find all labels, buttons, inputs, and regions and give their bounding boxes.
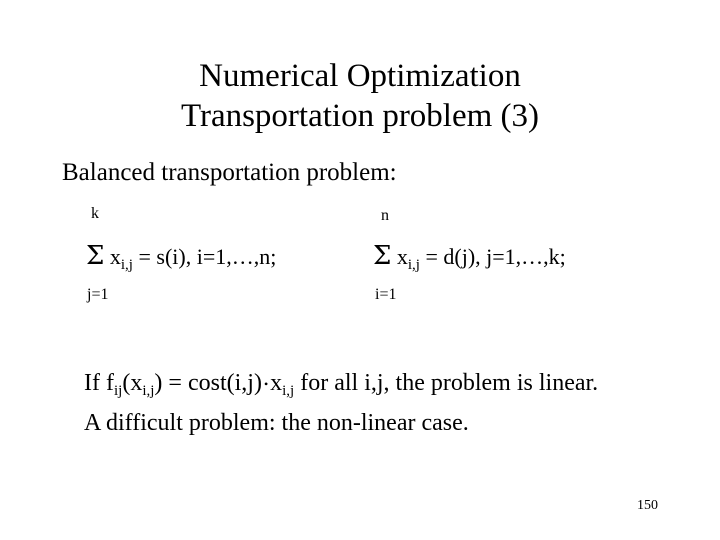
left-upper-limit: k [91,205,99,222]
linear-open: (x [122,370,143,396]
right-var-subscript: i,j [407,257,420,273]
left-rhs: = s(i), i=1,…,n; [132,244,277,269]
left-var: x [109,244,121,269]
f-subscript: ij [113,383,123,399]
right-var: x [396,244,408,269]
right-upper-limit: n [381,207,389,224]
linear-x2: x [270,370,283,396]
left-lower-limit: j=1 [87,286,109,303]
nonlinear-statement: A difficult problem: the non-linear case. [84,410,469,436]
linear-statement [84,368,598,399]
right-sum-formula [373,242,566,271]
subtitle: Balanced transportation problem: [62,159,397,186]
slide-title-line-2: Transportation problem (3) [180,98,540,134]
x2-subscript: i,j [282,383,295,399]
page-number: 150 [637,498,658,513]
right-lower-limit: i=1 [375,286,397,303]
sigma-symbol: Σ [373,241,392,271]
linear-middle: ) = cost(i,j) [154,370,262,396]
slide-title-line-1: Numerical Optimization [199,58,521,94]
linear-prefix: If f [84,370,114,396]
multiply-dot: • [263,377,269,391]
right-rhs: = d(j), j=1,…,k; [419,244,566,269]
left-var-subscript: i,j [120,257,133,273]
x-subscript: i,j [142,383,155,399]
sigma-symbol: Σ [86,241,105,271]
linear-suffix: for all i,j, the problem is linear. [294,370,599,396]
left-sum-formula [86,242,276,271]
